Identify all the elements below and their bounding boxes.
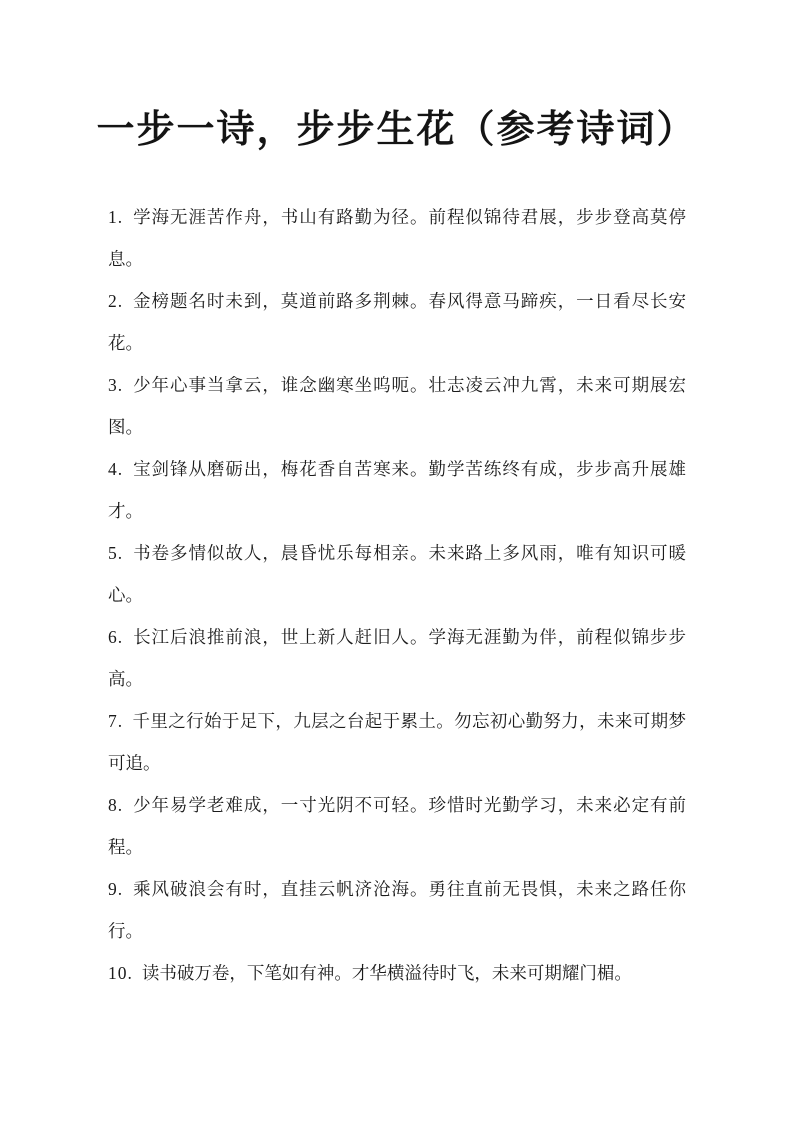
list-item: [108, 616, 686, 700]
list-item: [108, 952, 686, 994]
item-number: 7.: [108, 711, 124, 731]
item-text: 宝剑锋从磨砺出，梅花香自苦寒来。勤学苦练终有成，步步高升展雄才。: [108, 459, 686, 521]
list-item: [108, 196, 686, 280]
item-text: 乘风破浪会有时，直挂云帆济沧海。勇往直前无畏惧，未来之路任你行。: [108, 879, 686, 941]
list-item: [108, 532, 686, 616]
item-number: 10.: [108, 963, 133, 983]
item-text: 读书破万卷，下笔如有神。才华横溢待时飞，未来可期耀门楣。: [141, 963, 632, 983]
item-number: 6.: [108, 627, 124, 647]
item-number: 4.: [108, 459, 124, 479]
page-title: 一步一诗，步步生花（参考诗词）: [96, 109, 697, 151]
list-item: [108, 448, 686, 532]
item-number: 5.: [108, 543, 124, 563]
list-item: [108, 868, 686, 952]
list-item: [108, 364, 686, 448]
item-number: 2.: [108, 291, 124, 311]
item-number: 3.: [108, 375, 124, 395]
item-text: 学海无涯苦作舟，书山有路勤为径。前程似锦待君展，步步登高莫停息。: [108, 207, 686, 269]
item-text: 千里之行始于足下，九层之台起于累土。勿忘初心勤努力，未来可期梦可追。: [108, 711, 686, 773]
list-item: [108, 280, 686, 364]
item-number: 8.: [108, 795, 124, 815]
item-number: 9.: [108, 879, 124, 899]
item-text: 金榜题名时未到，莫道前路多荆棘。春风得意马蹄疾，一日看尽长安花。: [108, 291, 686, 353]
item-text: 书卷多情似故人，晨昏忧乐每相亲。未来路上多风雨，唯有知识可暖心。: [108, 543, 686, 605]
list-item: [108, 784, 686, 868]
item-number: 1.: [108, 207, 124, 227]
item-text: 少年易学老难成，一寸光阴不可轻。珍惜时光勤学习，未来必定有前程。: [108, 795, 686, 857]
item-text: 长江后浪推前浪，世上新人赶旧人。学海无涯勤为伴，前程似锦步步高。: [108, 627, 686, 689]
verse-list: [108, 196, 686, 994]
item-text: 少年心事当拿云，谁念幽寒坐呜呃。壮志凌云冲九霄，未来可期展宏图。: [108, 375, 686, 437]
list-item: [108, 700, 686, 784]
